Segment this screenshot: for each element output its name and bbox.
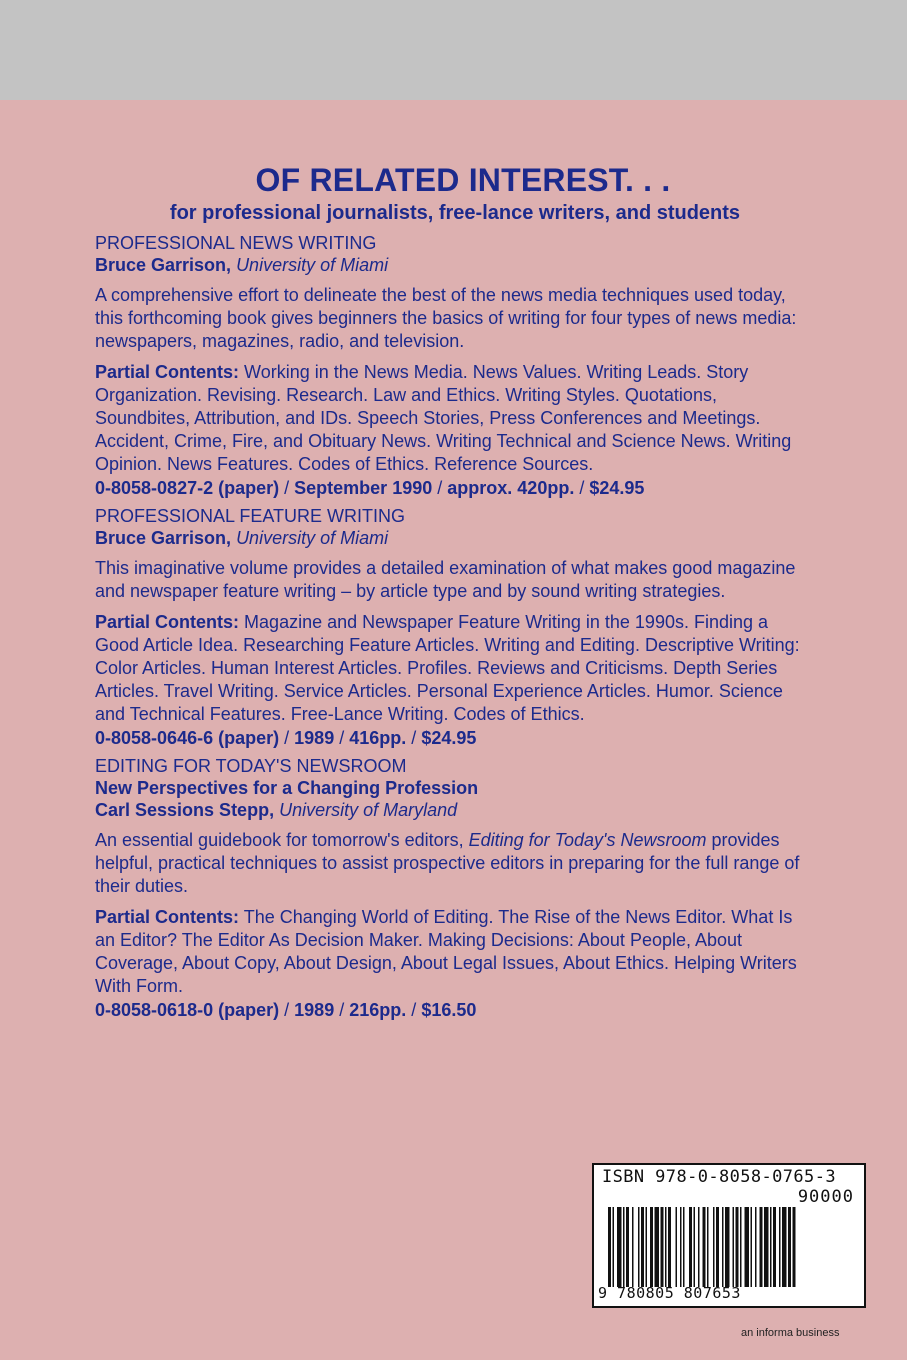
contents-text: The Changing World of Editing. The Rise of the News Editor. What Is an Editor? The Editor As Decision Maker. Making Decisions: About People, About Coverage, About Copy, About Design, About Legal Issues, About Ethics. Helping Writers With Form.	[95, 907, 797, 996]
related-interest-section	[95, 160, 815, 1021]
barcode-bar	[623, 1207, 625, 1287]
book-contents	[95, 906, 815, 998]
barcode-bar	[736, 1207, 739, 1287]
barcode-bar	[755, 1207, 757, 1287]
barcode-bar	[655, 1207, 660, 1287]
publisher-note: an informa business	[741, 1327, 840, 1339]
book-date: 1989	[294, 1000, 335, 1020]
barcode-bar	[694, 1207, 696, 1287]
barcode-bar	[760, 1207, 763, 1287]
barcode-bar	[788, 1207, 791, 1287]
book-title: PROFESSIONAL FEATURE WRITING	[95, 506, 406, 526]
barcode-digits: 9 780805 807653	[598, 1284, 741, 1302]
barcode-bar	[751, 1207, 753, 1287]
barcode-bar	[733, 1207, 735, 1287]
barcode-bar	[773, 1207, 776, 1287]
book-price: $16.50	[421, 1000, 477, 1020]
barcode-bar	[782, 1207, 787, 1287]
page-subtitle: for professional journalists, free-lance writers, and students	[169, 202, 741, 224]
book-pages: 216pp.	[349, 1000, 407, 1020]
book-contents	[95, 361, 815, 476]
barcode-bar	[793, 1207, 796, 1287]
book-pages: approx. 420pp.	[447, 478, 575, 498]
barcode-bar	[716, 1207, 719, 1287]
barcode-bar	[661, 1207, 664, 1287]
barcode-bar	[764, 1207, 769, 1287]
barcode-bar	[680, 1207, 682, 1287]
book-author: Bruce Garrison, University of Miami	[95, 255, 389, 275]
author-affiliation: University of Miami	[236, 528, 389, 548]
barcode-bar	[779, 1207, 781, 1287]
book-author: Bruce Garrison, University of Miami	[95, 528, 389, 548]
barcode-bar	[689, 1207, 692, 1287]
book-date: September 1990	[294, 478, 433, 498]
barcode-bar	[725, 1207, 730, 1287]
book-details: 0-8058-0618-0 (paper) / 1989 / 216pp. / $16.50	[95, 1000, 477, 1020]
book-isbn: 0-8058-0827-2 (paper)	[95, 478, 280, 498]
barcode-bars-icon	[608, 1207, 858, 1287]
barcode-bar	[650, 1207, 653, 1287]
book-title: EDITING FOR TODAY'S NEWSROOM	[95, 756, 407, 776]
book-title: PROFESSIONAL NEWS WRITING	[95, 233, 377, 253]
author-name: Carl Sessions Stepp	[95, 800, 270, 820]
author-affiliation: University of Maryland	[279, 800, 458, 820]
book-contents	[95, 611, 815, 726]
author-name: Bruce Garrison	[95, 255, 227, 275]
barcode-bar	[646, 1207, 648, 1287]
book-description: An essential guidebook for tomorrow's editors, Editing for Today's Newsroom provides helpful, practical techniques to assist prospective editors in preparing for the full range of their duties.	[95, 830, 800, 896]
book-author: Carl Sessions Stepp, University of Maryland	[95, 800, 458, 820]
barcode-bar	[703, 1207, 706, 1287]
barcode-bar	[638, 1207, 640, 1287]
book-date: 1989	[294, 728, 335, 748]
book-isbn: 0-8058-0618-0 (paper)	[95, 1000, 280, 1020]
barcode-bar	[722, 1207, 724, 1287]
contents-label: Partial Contents:	[95, 362, 240, 382]
book-entry-news-writing	[95, 232, 815, 499]
barcode-bar	[745, 1207, 750, 1287]
book-isbn: 0-8058-0646-6 (paper)	[95, 728, 280, 748]
barcode-bar	[665, 1207, 667, 1287]
book-entry-feature-writing	[95, 505, 815, 749]
barcode-bar	[641, 1207, 644, 1287]
page-title: OF RELATED INTEREST. . .	[255, 162, 671, 198]
contents-text: Magazine and Newspaper Feature Writing in the 1990s. Finding a Good Article Idea. Researching Feature Articles. Writing and Editing. Descriptive Writing: Color Articles. Human Interest Articles. Profiles. Reviews and Criticisms. Depth Series Articles. Travel Writing. Service Articles. Personal Experience Articles. Humor. Science and Technical Features. Free-Lance Writing. Codes of Ethics.	[95, 612, 800, 724]
barcode-bar	[626, 1207, 629, 1287]
contents-label: Partial Contents:	[95, 907, 240, 927]
barcode-bar	[632, 1207, 634, 1287]
contents-label: Partial Contents:	[95, 612, 240, 632]
contents-text: Working in the News Media. News Values. Writing Leads. Story Organization. Revising. Research. Law and Ethics. Writing Styles. Quotations, Soundbites, Attribution, and IDs. Speech Stories, Press Conferences and Meetings. Accident, Crime, Fire, and Obituary News. Writing Technical and Science News. Writing Opinion. News Features. Codes of Ethics. Reference Sources.	[95, 362, 792, 474]
book-pages: 416pp.	[349, 728, 407, 748]
barcode-bar	[668, 1207, 671, 1287]
book-subtitle: New Perspectives for a Changing Profession	[95, 778, 479, 798]
barcode-bar	[683, 1207, 685, 1287]
barcode-bar	[740, 1207, 742, 1287]
author-name: Bruce Garrison	[95, 528, 227, 548]
book-details: 0-8058-0646-6 (paper) / 1989 / 416pp. / $24.95	[95, 728, 477, 748]
barcode-bar	[676, 1207, 678, 1287]
book-entry-editing-newsroom	[95, 755, 815, 1021]
book-title-reference: Editing for Today's Newsroom	[468, 830, 707, 850]
top-gray-band	[0, 0, 907, 100]
price-addon-code: 90000	[797, 1187, 854, 1207]
book-details: 0-8058-0827-2 (paper) / September 1990 / approx. 420pp. / $24.95	[95, 478, 645, 498]
isbn-barcode	[592, 1163, 866, 1308]
barcode-bar	[608, 1207, 611, 1287]
barcode-bar	[770, 1207, 772, 1287]
barcode-bar	[707, 1207, 709, 1287]
book-price: $24.95	[421, 728, 477, 748]
barcode-bar	[713, 1207, 715, 1287]
isbn-label: ISBN 978-0-8058-0765-3	[602, 1167, 836, 1187]
book-description: A comprehensive effort to delineate the best of the news media techniques used today, this forthcoming book gives beginners the basics of writing for four types of news media: newspapers, magazines, radio, and television.	[95, 285, 797, 351]
barcode-bar	[698, 1207, 700, 1287]
barcode-bar	[617, 1207, 622, 1287]
book-price: $24.95	[589, 478, 645, 498]
barcode-bar	[613, 1207, 615, 1287]
author-affiliation: University of Miami	[236, 255, 389, 275]
book-description: This imaginative volume provides a detailed examination of what makes good magazine and newspaper feature writing – by article type and by sound writing strategies.	[95, 558, 796, 601]
